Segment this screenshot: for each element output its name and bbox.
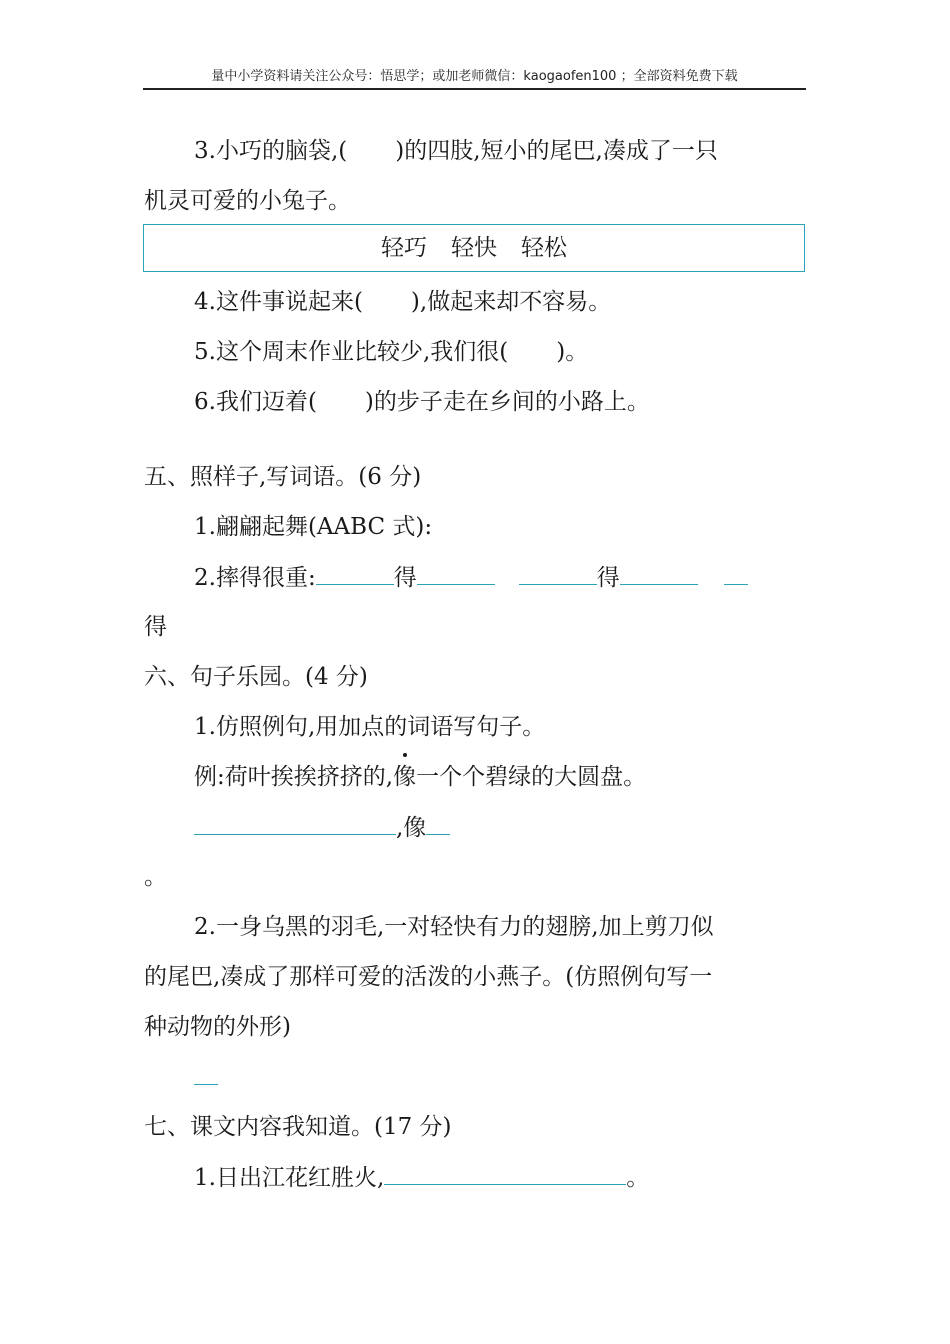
- example-text-before: 例:荷叶挨挨挤挤的,: [194, 764, 394, 790]
- question-4-3-line-2: 机灵可爱的小兔子。: [144, 188, 351, 214]
- q4-text-after-blank: ),做起来却不容易。: [410, 289, 612, 315]
- q5-text-after-blank: )。: [556, 339, 589, 365]
- question-4-5: [194, 337, 588, 367]
- section-5-title: 五、照样子,写词语。(6 分): [144, 464, 422, 490]
- q7-1-blank[interactable]: [384, 1162, 626, 1185]
- question-5-2: [194, 562, 748, 593]
- answer-mid-text: ,像: [396, 815, 427, 841]
- emphasized-word: 像: [393, 762, 416, 792]
- q5-2-label: 2.摔得很重:: [194, 565, 316, 591]
- answer-blank-6-2[interactable]: [194, 1062, 218, 1085]
- q7-1-text: 1.日出江花红胜火,: [194, 1165, 385, 1191]
- q6-text-after-blank: )的步子走在乡间的小路上。: [364, 389, 650, 415]
- word-choice-3: 轻松: [521, 235, 567, 261]
- question-6-2-line-2: 的尾巴,凑成了那样可爱的活泼的小燕子。(仿照例句写一: [144, 964, 713, 990]
- q5-2-blank-3[interactable]: [519, 562, 597, 585]
- q6-text-before-blank: 6.我们迈着(: [194, 389, 317, 415]
- de-char-2: 得: [596, 565, 620, 591]
- q5-2-blank-2[interactable]: [417, 562, 495, 585]
- q5-2-blank-5[interactable]: [724, 562, 748, 585]
- question-4-4: [194, 287, 611, 317]
- question-6-2-line-1: 2.一身乌黑的羽毛,一对轻快有力的翅膀,加上剪刀似: [194, 914, 714, 940]
- q5-text-before-blank: 5.这个周末作业比较少,我们很(: [194, 339, 509, 365]
- section-7-title: 七、课文内容我知道。(17 分): [144, 1114, 452, 1140]
- answer-blank-6-1-b[interactable]: [426, 812, 450, 835]
- page-header: 量中小学资料请关注公众号：悟思学；或加老师微信：kaogaofen100 ；全部资料免费下载: [143, 66, 806, 90]
- answer-line-6-1: [194, 812, 450, 843]
- q4-text-before-blank: 4.这件事说起来(: [194, 289, 363, 315]
- example-text-after: 一个个碧绿的大圆盘。: [416, 764, 647, 790]
- q3-text-before-blank: 3.小巧的脑袋,(: [194, 138, 348, 164]
- de-char-1: 得: [393, 565, 417, 591]
- example-sentence: [194, 762, 646, 792]
- word-choice-box: [143, 224, 805, 272]
- question-4-6: [194, 387, 650, 417]
- word-choice-1: 轻巧: [381, 235, 427, 261]
- word-choice-2: 轻快: [451, 235, 497, 261]
- question-5-1: 1.翩翩起舞(AABC 式):: [194, 514, 433, 540]
- section-6-title: 六、句子乐园。(4 分): [144, 664, 368, 690]
- answer-line-6-2: [194, 1062, 218, 1093]
- q3-text-after-blank: )的四肢,短小的尾巴,凑成了一只: [395, 138, 718, 164]
- question-6-2-line-3: 种动物的外形): [144, 1014, 291, 1040]
- answer-blank-6-1-a[interactable]: [194, 812, 396, 835]
- question-7-1: [194, 1162, 649, 1193]
- answer-line-6-1-end: 。: [144, 864, 167, 890]
- emphasis-dot: [403, 753, 407, 757]
- question-4-3-line-1: [194, 136, 718, 166]
- question-5-2-wrap: 得: [144, 614, 167, 640]
- q7-1-end: 。: [626, 1165, 650, 1191]
- question-6-1: 1.仿照例句,用加点的词语写句子。: [194, 714, 546, 740]
- q5-2-blank-1[interactable]: [316, 562, 394, 585]
- q5-2-blank-4[interactable]: [620, 562, 698, 585]
